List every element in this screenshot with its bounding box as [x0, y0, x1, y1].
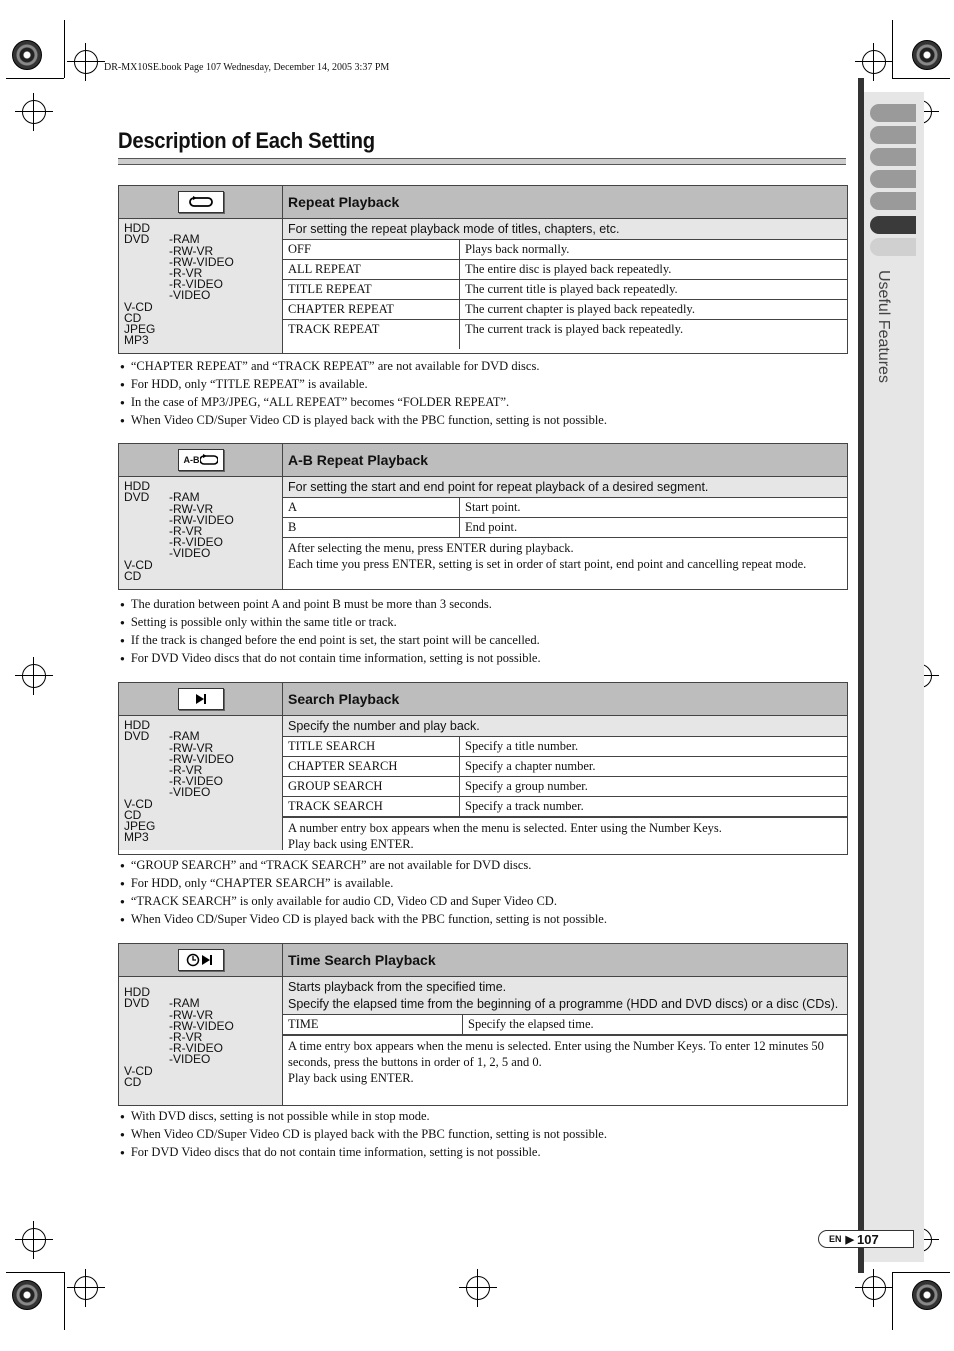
chapter-tab: [870, 170, 916, 188]
disc-types: HDD DVD -RAM -RW-VR -RW-VIDEO -R-VR -R-VIDEO -VIDEO V-CD CD: [119, 977, 283, 1105]
crop-mark: [892, 1272, 950, 1273]
table-row: ALL REPEAT The entire disc is played back repeatedly.: [283, 260, 847, 280]
disc-types: HDD DVD -RAM -RW-VR -RW-VIDEO -R-VR -R-VIDEO -VIDEO V-CD CD JPEG MP3: [119, 716, 283, 850]
usage-notes: A time entry box appears when the menu is selected. Enter using the Number Keys. To enter 12 minutes 50 seconds, press the buttons in order of 1, 2, 5 and 0. Play back using ENTER.: [283, 1035, 847, 1088]
crosshair-mark: [22, 100, 46, 124]
chapter-tab: [870, 238, 916, 256]
table-row: TRACK SEARCH Specify a track number.: [283, 797, 847, 817]
table-row: GROUP SEARCH Specify a group number.: [283, 777, 847, 797]
setting-table-time-search: [118, 943, 848, 1106]
table-row: CHAPTER SEARCH Specify a chapter number.: [283, 757, 847, 777]
crop-mark: [6, 78, 64, 79]
crop-mark: [892, 78, 950, 79]
section-intro: For setting the start and end point for repeat playback of a desired segment.: [283, 477, 847, 498]
crop-mark: [892, 1272, 893, 1330]
setting-table-ab-repeat: [118, 443, 848, 590]
crop-mark: [892, 20, 893, 78]
setting-table-search: [118, 682, 848, 855]
arrow-right-icon: ▶: [845, 1233, 854, 1246]
table-row: TIME Specify the elapsed time.: [283, 1015, 847, 1035]
crosshair-mark: [22, 1228, 46, 1252]
usage-notes: After selecting the menu, press ENTER during playback. Each time you press ENTER, setting is set in order of start point, end point and cancelling repeat mode.: [288, 541, 807, 571]
table-row: A Start point.: [283, 498, 847, 518]
table-row: TITLE SEARCH Specify a title number.: [283, 737, 847, 757]
chapter-tab: [870, 192, 916, 210]
notes-list: ● The duration between point A and point B must be more than 3 seconds. ● Setting is possible only within the same title or track. ● If the track is changed before the end point is set, the start point will be cancelled. ● For DVD Video discs that do not contain time information, setting is not possible.: [120, 596, 541, 668]
title-rule: [118, 158, 846, 165]
chapter-tab: [870, 126, 916, 144]
registration-disc: [912, 1280, 942, 1310]
setting-table-repeat: [118, 185, 848, 354]
table-row: CHAPTER REPEAT The current chapter is played back repeatedly.: [283, 300, 847, 320]
table-row: OFF Plays back normally.: [283, 240, 847, 260]
chapter-tab: [870, 104, 916, 122]
section-intro: For setting the repeat playback mode of titles, chapters, etc.: [283, 219, 847, 240]
crosshair-mark: [22, 664, 46, 688]
registration-disc: [12, 1280, 42, 1310]
section-title: Time Search Playback: [288, 952, 436, 968]
section-intro: Starts playback from the specified time. Specify the elapsed time from the beginning of a programme (HDD and DVD discs) or a disc (CDs).: [283, 977, 847, 1015]
crosshair-mark: [862, 50, 886, 74]
table-row: TITLE REPEAT The current title is played back repeatedly.: [283, 280, 847, 300]
section-title: Search Playback: [288, 691, 400, 707]
repeat-icon: [178, 191, 224, 213]
time-search-icon: [178, 949, 224, 971]
chapter-tab: [870, 148, 916, 166]
side-band: [858, 78, 864, 1273]
search-skip-icon: [178, 688, 224, 710]
notes-list: ● With DVD discs, setting is not possible while in stop mode. ● When Video CD/Super Video CD is played back with the PBC function, setting is not possible. ● For DVD Video discs that do not contain time information, setting is not possible.: [120, 1108, 607, 1162]
usage-notes: A number entry box appears when the menu is selected. Enter using the Number Keys. Play back using ENTER.: [283, 817, 847, 854]
crop-mark: [64, 1272, 65, 1330]
side-label: Useful Features: [875, 270, 892, 383]
chapter-tab-active: [870, 216, 916, 234]
page-title: Description of Each Setting: [118, 128, 375, 153]
crosshair-mark: [74, 1276, 98, 1300]
section-intro: Specify the number and play back.: [283, 716, 847, 737]
print-header: DR-MX10SE.book Page 107 Wednesday, December 14, 2005 3:37 PM: [104, 62, 390, 73]
registration-disc: [12, 40, 42, 70]
notes-list: ● “GROUP SEARCH” and “TRACK SEARCH” are not available for DVD discs. ● For HDD, only “CHAPTER SEARCH” is available. ● “TRACK SEARCH” is only available for audio CD, Video CD and Super Video CD. ● When Video CD/Super Video CD is played back with the PBC function, setting is not possible.: [120, 857, 607, 929]
side-panel: [864, 92, 924, 1262]
disc-types: HDD DVD -RAM -RW-VR -RW-VIDEO -R-VR -R-VIDEO -VIDEO V-CD CD: [119, 477, 283, 589]
crop-mark: [64, 20, 65, 78]
crosshair-mark: [466, 1276, 490, 1300]
section-title: A-B Repeat Playback: [288, 452, 429, 468]
notes-list: ● “CHAPTER REPEAT” and “TRACK REPEAT” are not available for DVD discs. ● For HDD, only “TITLE REPEAT” is available. ● In the case of MP3/JPEG, “ALL REPEAT” becomes “FOLDER REPEAT”. ● When Video CD/Super Video CD is played back with the PBC function, setting is not possible.: [120, 358, 607, 430]
crosshair-mark: [862, 1276, 886, 1300]
section-title: Repeat Playback: [288, 194, 400, 210]
crosshair-mark: [74, 50, 98, 74]
table-row: TRACK REPEAT The current track is played back repeatedly.: [283, 320, 847, 349]
disc-types: HDD DVD -RAM -RW-VR -RW-VIDEO -R-VR -R-VIDEO -VIDEO V-CD CD JPEG MP3: [119, 219, 283, 353]
ab-repeat-icon: A-B: [178, 449, 224, 471]
registration-disc: [912, 40, 942, 70]
table-row: B End point.: [283, 518, 847, 538]
crop-mark: [6, 1272, 64, 1273]
page-number: EN ▶ 107: [818, 1230, 914, 1248]
